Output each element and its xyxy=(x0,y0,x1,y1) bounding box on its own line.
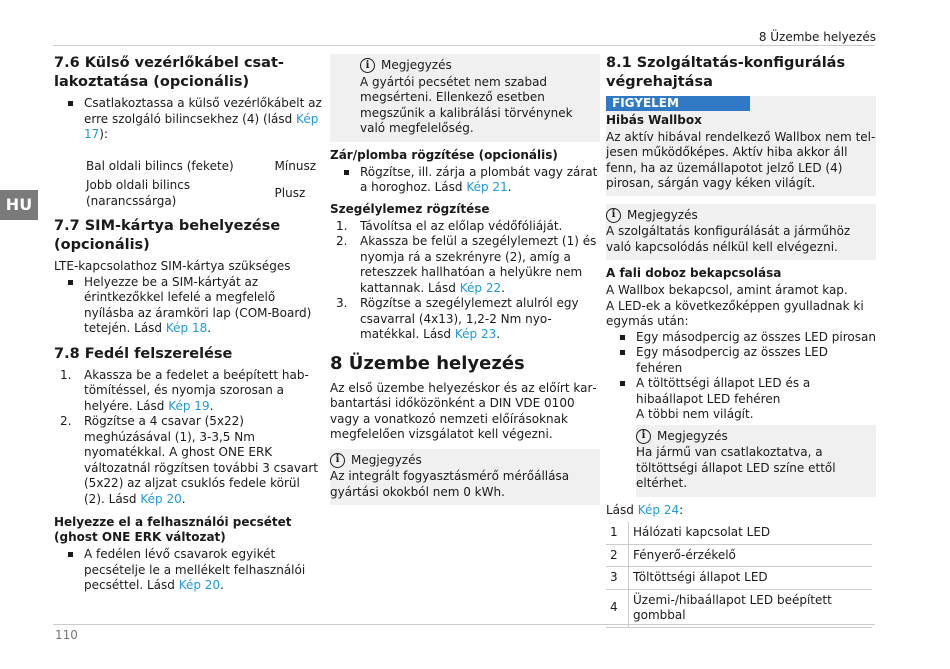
running-header: 8 Üzembe helyezés xyxy=(758,30,876,44)
table-row: 1 Hálózati kapcsolat LED xyxy=(606,522,872,544)
lock-title: Zár/plomba rögzítése (opcionális) xyxy=(330,147,558,162)
list-item: Helyezze be a SIM-kártyát az érintkezőkkel lefelé a megfelelő nyílásba az áramköri lap (COM-Board) tetején. Lásd Kép 18. xyxy=(54,275,322,337)
language-tab: HU xyxy=(0,190,38,220)
figure-link[interactable]: Kép 23 xyxy=(454,327,497,341)
warning-label: FIGYELEM xyxy=(606,96,750,111)
section-8-1-title: 8.1 Szolgáltatás-konfigurálás végrehajtása xyxy=(606,55,846,90)
note-text: Az integrált fogyasztásmérő mérőállása gyártási okokból nem 0 kWh. xyxy=(330,469,570,499)
table-row: Bal oldali bilincs (fekete) Mínusz xyxy=(86,158,316,173)
chapter-8-text: Az első üzembe helyezéskor és az előírt karbantartási időközönként a DIN VDE 0100 vagy a vonatkozó nemzeti előírásoknak megfelelően vizsgálatot kell végezni. xyxy=(330,380,597,441)
edge-title: Szegélylemez rögzítése xyxy=(330,201,490,216)
step-item: 3. Rögzítse a szegélylemezt alulról egy csavarral (4x13), 1,2-2 Nm nyo-matékkal. Lásd Kép 23. xyxy=(336,296,579,341)
note-text: A gyártói pecsétet nem szabad megsérteni. Ellenkező esetben megszűnik a kalibrálási törvénynek való megfelelőség. xyxy=(360,74,573,135)
list-item: Egy másodpercig az összes LED fehéren xyxy=(606,345,876,376)
step-item: 1. Távolítsa el az előlap védőfóliáját. xyxy=(336,218,563,233)
list-item: Rögzítse, ill. zárja a plombát vagy zárat a horoghoz. Lásd Kép 21. xyxy=(330,165,600,196)
list-item: A töltöttségi állapot LED és a hibaállapot LED fehéren xyxy=(606,376,876,407)
section-7-6-title: 7.6 Külső vezérlőkábel csatlakoztatása (opcionális) xyxy=(54,55,284,90)
wallbox-p2: A LED-ek a következőképpen gyulladnak ki egymás után: xyxy=(606,298,864,328)
figure-link[interactable]: Kép 19 xyxy=(168,398,210,413)
note-box xyxy=(636,425,876,497)
list-item: Egy másodpercig az összes LED pirosan xyxy=(606,330,876,346)
header-rule xyxy=(53,45,875,46)
warning-text: Az aktív hibával rendelkező Wallbox nem teljesen működőképes. Aktív hiba akkor áll fenn, ha az üzemállapotot jelző LED (4) pirosan, sárgán vagy kéken világít. xyxy=(606,129,876,190)
column-2 xyxy=(330,54,600,511)
note-box xyxy=(606,204,876,261)
step-item: 1. Akassza be a fedelet a beépített habtömítéssel, és nyomja szorosan a helyére. Lásd Kép 19. xyxy=(60,367,309,413)
page-number: 110 xyxy=(55,628,78,642)
list-item: Csatlakoztassa a külső vezérlőkábelt az erre szolgáló bilincsekhez (4) (lásd Kép 17): xyxy=(54,96,322,143)
wallbox-p1: A Wallbox bekapcsol, amint áramot kap. xyxy=(606,283,848,297)
warning-box xyxy=(606,96,876,196)
figure-link[interactable]: Kép 17 xyxy=(84,111,319,141)
note-heading: Megjegyzés xyxy=(381,58,452,72)
figure-link[interactable]: Kép 21 xyxy=(466,180,508,194)
column-3 xyxy=(606,54,876,628)
legend-table xyxy=(606,522,872,628)
wallbox-on-title: A fali doboz bekapcsolása xyxy=(606,266,782,280)
table-row: Jobb oldali bilincs (narancssárga) Plusz xyxy=(86,178,306,208)
column-1 xyxy=(54,54,322,594)
info-icon: i xyxy=(330,453,345,468)
table-row: 4 Üzemi-/hibaállapot LED beépített gombbal xyxy=(606,589,872,627)
note-text: Ha jármű van csatlakoztatva, a töltöttségi állapot LED színe ettől eltérhet. xyxy=(636,445,836,490)
note-heading: Megjegyzés xyxy=(657,428,728,443)
note-heading: Megjegyzés xyxy=(351,452,422,467)
figure-link[interactable]: Kép 20 xyxy=(178,578,221,592)
clamp-table xyxy=(86,157,316,212)
table-row: 2 Fényerő-érzékelő xyxy=(606,544,872,567)
footer-rule xyxy=(53,624,875,625)
note-text: A szolgáltatás konfigurálását a járműhöz való kapcsolódás nélkül kell elvégezni. xyxy=(606,224,851,254)
info-icon: i xyxy=(360,58,375,73)
section-7-7-title: 7.7 SIM-kártya behelyezése (opcionális) xyxy=(54,218,281,253)
figure-link[interactable]: Kép 18 xyxy=(165,321,208,335)
table-row: 3 Töltöttségi állapot LED xyxy=(606,567,872,590)
info-icon: i xyxy=(606,208,621,223)
note-box xyxy=(330,54,600,142)
figure-link[interactable]: Kép 20 xyxy=(140,491,182,506)
see-figure: Lásd Kép 24: xyxy=(606,502,684,517)
seal-title: Helyezze el a felhasználói pecsétet (ghost ONE ERK változat) xyxy=(54,515,292,544)
list-item: A fedélen lévő csavarok egyikét pecsételje le a mellékelt felhasználói pecséttel. Lásd Kép 20. xyxy=(54,547,322,594)
note-box xyxy=(330,449,600,506)
sim-intro: LTE-kapcsolathoz SIM-kártya szükséges xyxy=(54,259,291,273)
note-heading: Megjegyzés xyxy=(627,207,698,222)
figure-link[interactable]: Kép 24 xyxy=(637,502,680,517)
figure-link[interactable]: Kép 22 xyxy=(459,280,502,295)
chapter-8-title: 8 Üzembe helyezés xyxy=(330,352,525,374)
section-7-8-title: 7.8 Fedél felszerelése xyxy=(54,345,233,362)
info-icon: i xyxy=(636,429,651,444)
wallbox-after: A többi nem világít. xyxy=(636,407,754,421)
warning-title: Hibás Wallbox xyxy=(606,112,702,127)
step-item: 2. Akassza be felül a szegélylemezt (1) és nyomja rá a szekrényre (2), amíg a reteszzek hallhatóan a helyükre nem kattannak. Lásd Kép 22. xyxy=(336,234,597,295)
step-item: 2. Rögzítse a 4 csavar (5x22) meghúzásával (1), 3-3,5 Nm nyomatékkal. A ghost ONE ERK változatnál rögzítsen további 3 csavart (5x22) az aljzat csuklós fedele körül (2). Lásd Kép 20. xyxy=(60,414,318,506)
